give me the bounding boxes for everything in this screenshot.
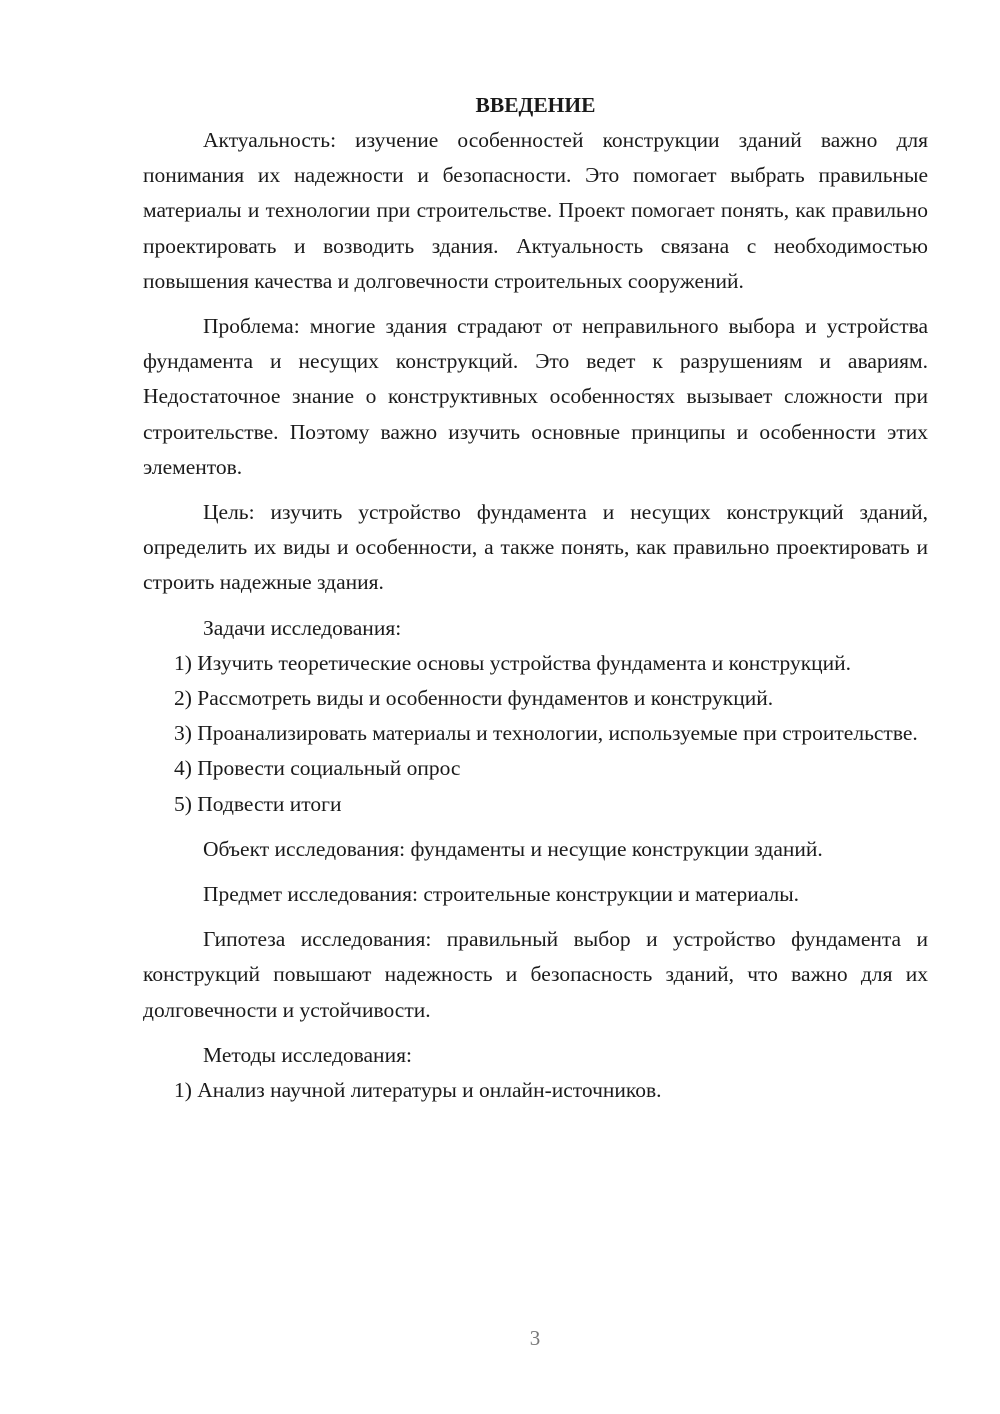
tasks-heading: Задачи исследования: <box>203 615 402 640</box>
task-item-4: 4) Провести социальный опрос <box>174 756 461 781</box>
paragraph-problem: Проблема: многие здания страдают от неправильного выбора и устройства фундамента и несущих конструкций. Это ведет к разрушениям и авариям. Недостаточное знание о конструктивных особенностях вызывает сложности при строительстве. Поэтому важно изучить основные принципы и особенности этих элементов. <box>143 314 928 479</box>
method-item-1: 1) Анализ научной литературы и онлайн-источников. <box>174 1078 662 1103</box>
task-item-2: 2) Рассмотреть виды и особенности фундаментов и конструкций. <box>174 686 774 711</box>
task-item-1: 1) Изучить теоретические основы устройства фундамента и конструкций. <box>174 650 852 675</box>
task-item-5: 5) Подвести итоги <box>174 791 342 816</box>
page-number: 3 <box>529 1326 541 1350</box>
methods-heading: Методы исследования: <box>203 1042 412 1067</box>
research-hypothesis: Гипотеза исследования: правильный выбор и устройство фундамента и конструкций повышают надежность и безопасность зданий, что важно для их долговечности и устойчивости. <box>143 927 928 1022</box>
document-page <box>143 88 928 1108</box>
task-item-3: 3) Проанализировать материалы и технологии, используемые при строительстве. <box>174 721 918 746</box>
research-subject: Предмет исследования: строительные конструкции и материалы. <box>203 882 800 907</box>
paragraph-goal: Цель: изучить устройство фундамента и несущих конструкций зданий, определить их виды и особенности, а также понять, как правильно проектировать и строить надежные здания. <box>143 500 928 595</box>
document-title: ВВЕДЕНИЕ <box>475 93 596 117</box>
research-object: Объект исследования: фундаменты и несущие конструкции зданий. <box>203 836 823 861</box>
paragraph-relevance: Актуальность: изучение особенностей конструкции зданий важно для понимания их надежности и безопасности. Это помогает выбрать правильные материалы и технологии при строительстве. Проект помогает понять, как правильно проектировать и возводить здания. Актуальность связана с необходимостью повышения качества и долговечности строительных сооружений. <box>143 128 928 293</box>
